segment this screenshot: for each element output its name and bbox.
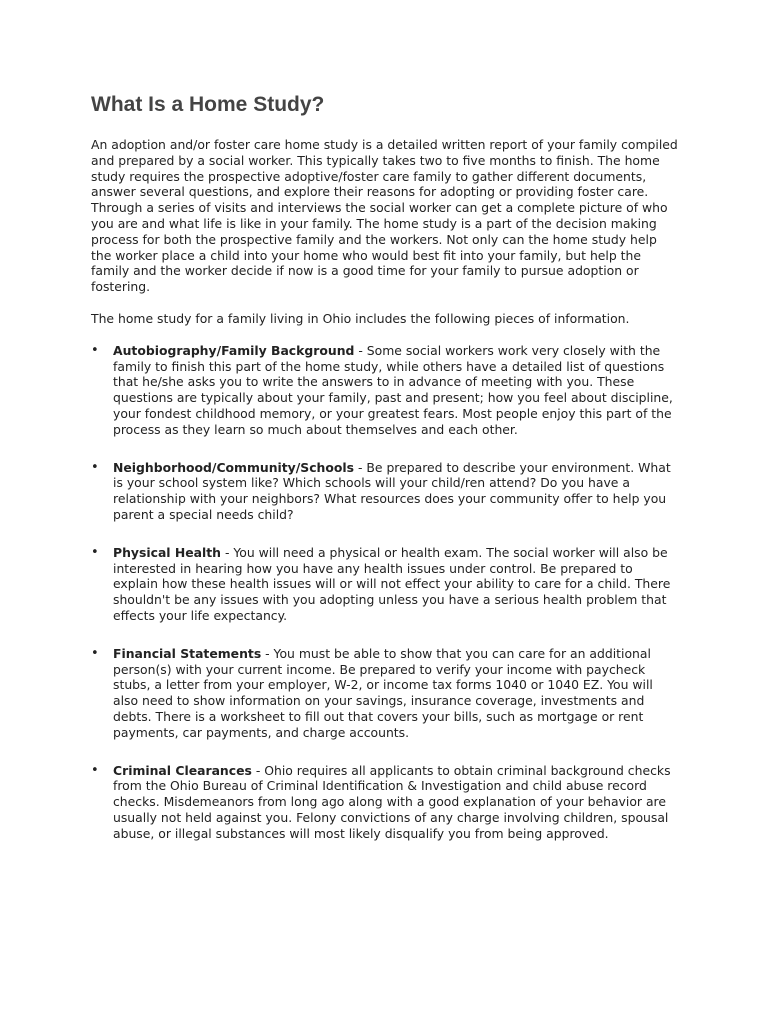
bullet-icon: • — [91, 342, 99, 358]
bullet-icon: • — [91, 544, 99, 560]
list-item-text: - You must be able to show that you can care for an additional person(s) with your current income. Be prepared to verify your income with paycheck stubs, a letter from your employer, W-2, or income tax forms 1040 or 1040 EZ. You will also need to show information on your savings, insurance coverage, investments and debts. There is a worksheet to fill out that covers your bills, such as mortgage or rent payments, car payments, and charge accounts. — [113, 645, 653, 740]
list-item-criminal — [91, 763, 681, 842]
list-item-term: Neighborhood/Community/Schools — [113, 459, 355, 475]
info-list — [91, 343, 681, 842]
list-item-autobiography — [91, 343, 681, 438]
list-item-text: - You will need a physical or health exam. The social worker will also be interested in hearing how you have any health issues under control. Be prepared to explain how these health issues will or will not effect your ability to care for a child. There shouldn't be any issues with you adopting unless you have a serious health problem that effects your life expectancy. — [113, 544, 671, 623]
list-item-term: Physical Health — [113, 544, 221, 560]
page-title: What Is a Home Study? — [91, 93, 325, 116]
list-item-text: - Be prepared to describe your environment. What is your school system like? Which schools will your child/ren attend? Do you have a relationship with your neighbors? What resources does your community offer to help you parent a special needs child? — [113, 459, 671, 522]
list-item-financial — [91, 646, 681, 741]
bullet-icon: • — [91, 645, 99, 661]
list-item-term: Autobiography/Family Background — [113, 342, 355, 358]
list-item-text: - Some social workers work very closely with the family to finish this part of the home study, while others have a detailed list of questions that he/she asks you to write the answers to in advance of meeting with you. These questions are typically about your family, past and present; how you feel about discipline, your fondest childhood memory, or your greatest fears. Most people enjoy this part of the process as they learn so much about themselves and each other. — [113, 342, 673, 437]
list-item-term: Criminal Clearances — [113, 762, 252, 778]
list-item-term: Financial Statements — [113, 645, 262, 661]
bullet-icon: • — [91, 459, 99, 475]
lead-paragraph: The home study for a family living in Ohio includes the following pieces of information. — [91, 310, 630, 326]
list-item-physical-health — [91, 545, 681, 624]
list-item-neighborhood — [91, 460, 681, 523]
document-page — [91, 92, 681, 863]
intro-paragraph: An adoption and/or foster care home study is a detailed written report of your family compiled and prepared by a social worker. This typically takes two to five months to finish. The home study requires the prospective adoptive/foster care family to gather different documents, answer several questions, and explore their reasons for adopting or providing foster care. Through a series of visits and interviews the social worker can get a complete picture of who you are and what life is like in your family. The home study is a part of the decision making process for both the prospective family and the workers. Not only can the home study help the worker place a child into your home who would best fit into your family, but help the family and the worker decide if now is a good time for your family to pursue adoption or fostering. — [91, 137, 678, 295]
bullet-icon: • — [91, 762, 99, 778]
list-item-text: - Ohio requires all applicants to obtain criminal background checks from the Ohio Bureau of Criminal Identification & Investigation and child abuse record checks. Misdemeanors from long ago along with a good explanation of your behavior are usually not held against you. Felony convictions of any charge involving children, spousal abuse, or illegal substances will most likely disqualify you from being approved. — [113, 762, 671, 841]
